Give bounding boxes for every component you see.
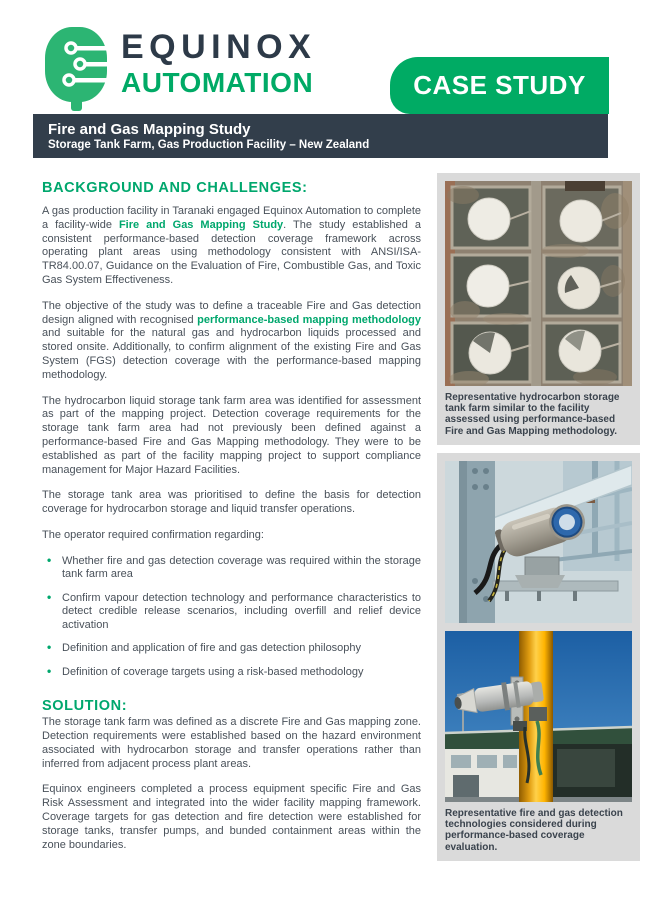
document-title: Fire and Gas Mapping Study: [48, 120, 251, 138]
equinox-logo-icon: [45, 27, 117, 115]
photo-caption-tank-farm: Representative hydrocarbon storage tank farm similar to the facility assessed using performance-based Fire and Gas Mapping methodology.: [445, 392, 620, 437]
paragraph-text: The objective of the study was to define a traceable Fire and Gas detection design aligned with recognised: [42, 299, 421, 326]
bullet-icon: •: [47, 663, 52, 678]
background-paragraph-1: [42, 205, 421, 288]
bullet-item-4: [42, 663, 421, 680]
bullet-icon: •: [47, 589, 52, 604]
highlight-fire-gas-mapping-study: Fire and Gas Mapping Study: [118, 218, 284, 231]
case-study-banner: [390, 57, 609, 114]
main-text-column: [42, 180, 421, 864]
paragraph-text: and suitable for the natural gas and hydrocarbon liquids processed and stored onsite. Additionally, to confirm alignment of the existing Fire and Gas System (FGS) detection coverage with the performance-based mapping methodology.: [42, 327, 421, 381]
background-heading: BACKGROUND AND CHALLENGES:: [42, 180, 308, 196]
background-paragraph-2: [42, 300, 421, 383]
paragraph-text: A gas production facility in Taranaki engaged Equinox Automation to complete a facility-wide: [42, 205, 421, 231]
background-paragraph-4: The storage tank area was prioritised to define the basis for detection coverage for hydrocarbon storage and liquid transfer operations.: [42, 489, 421, 516]
solution-paragraph-2: Equinox engineers completed a process equipment specific Fire and Gas Risk Assessment and integrated into the wider facility mapping framework. Coverage targets for gas detection and fire detection were established for storage tanks, transfer pumps, and bunded containment areas within the zone boundaries.: [42, 783, 421, 851]
document-header: [33, 114, 608, 158]
flame-detector-photo: [445, 631, 632, 802]
bullet-text: Confirm vapour detection technology and performance characteristics to detect credible release scenarios, including overfill and relief device activation: [62, 591, 421, 631]
bullets-intro: The operator required confirmation regarding:: [42, 528, 264, 541]
photo-card-tank-farm: [437, 173, 640, 445]
highlight-performance-based-mapping: performance-based mapping methodology: [197, 313, 421, 326]
bullet-item-1: [42, 552, 421, 582]
bullet-icon: •: [47, 552, 52, 567]
bullet-text: Definition and application of fire and gas detection philosophy: [62, 642, 362, 655]
logo-wordmark-top: EQUINOX: [121, 28, 317, 66]
gas-detector-photo: [445, 461, 632, 623]
photo-card-detectors: [437, 453, 640, 861]
confirmation-bullet-list: [42, 552, 421, 680]
circuit-leaf-icon: [45, 27, 117, 115]
bullet-item-2: [42, 589, 421, 633]
bullet-icon: •: [47, 640, 52, 655]
solution-paragraph-1: The storage tank farm was defined as a discrete Fire and Gas mapping zone. Detection requirements were established based on the hazard environment associated with hydrocarbon storage and transfer operations rather than inferred from adjacent process plant areas.: [42, 716, 421, 770]
bullet-item-3: [42, 642, 421, 656]
bullet-text: Whether fire and gas detection coverage was required within the storage tank farm area: [62, 554, 421, 581]
solution-heading: SOLUTION:: [42, 698, 128, 715]
photo-caption-detectors: Representative fire and gas detection technologies considered during performance-based coverage evaluation.: [445, 808, 623, 853]
logo-wordmark-bottom: AUTOMATION: [121, 67, 314, 98]
case-study-banner-label: CASE STUDY: [413, 70, 586, 100]
background-paragraph-3: The hydrocarbon liquid storage tank farm area was identified for assessment as part of the mapping project. Detection coverage requirements for the storage tank farm area had not previously been defined against a performance-based Fire and Gas Mapping methodology. They were to be established as part of the facility mapping project to support compliance management for Major Hazard Facilities.: [42, 394, 421, 476]
paragraph-text: . The study established a consistent performance-based detection coverage framework across operating plant areas using methodology consistent with ANSI/ISA-TR84.00.07, Guidance on the Evaluation of Fire, Combustible Gas, and Toxic Gas System Effectiveness.: [42, 218, 421, 286]
equinox-logo: [121, 28, 336, 98]
tank-farm-aerial-photo: [445, 181, 632, 386]
document-subtitle: Storage Tank Farm, Gas Production Facility – New Zealand: [48, 138, 370, 151]
bullet-text: Definition of coverage targets using a risk-based methodology: [62, 665, 364, 678]
